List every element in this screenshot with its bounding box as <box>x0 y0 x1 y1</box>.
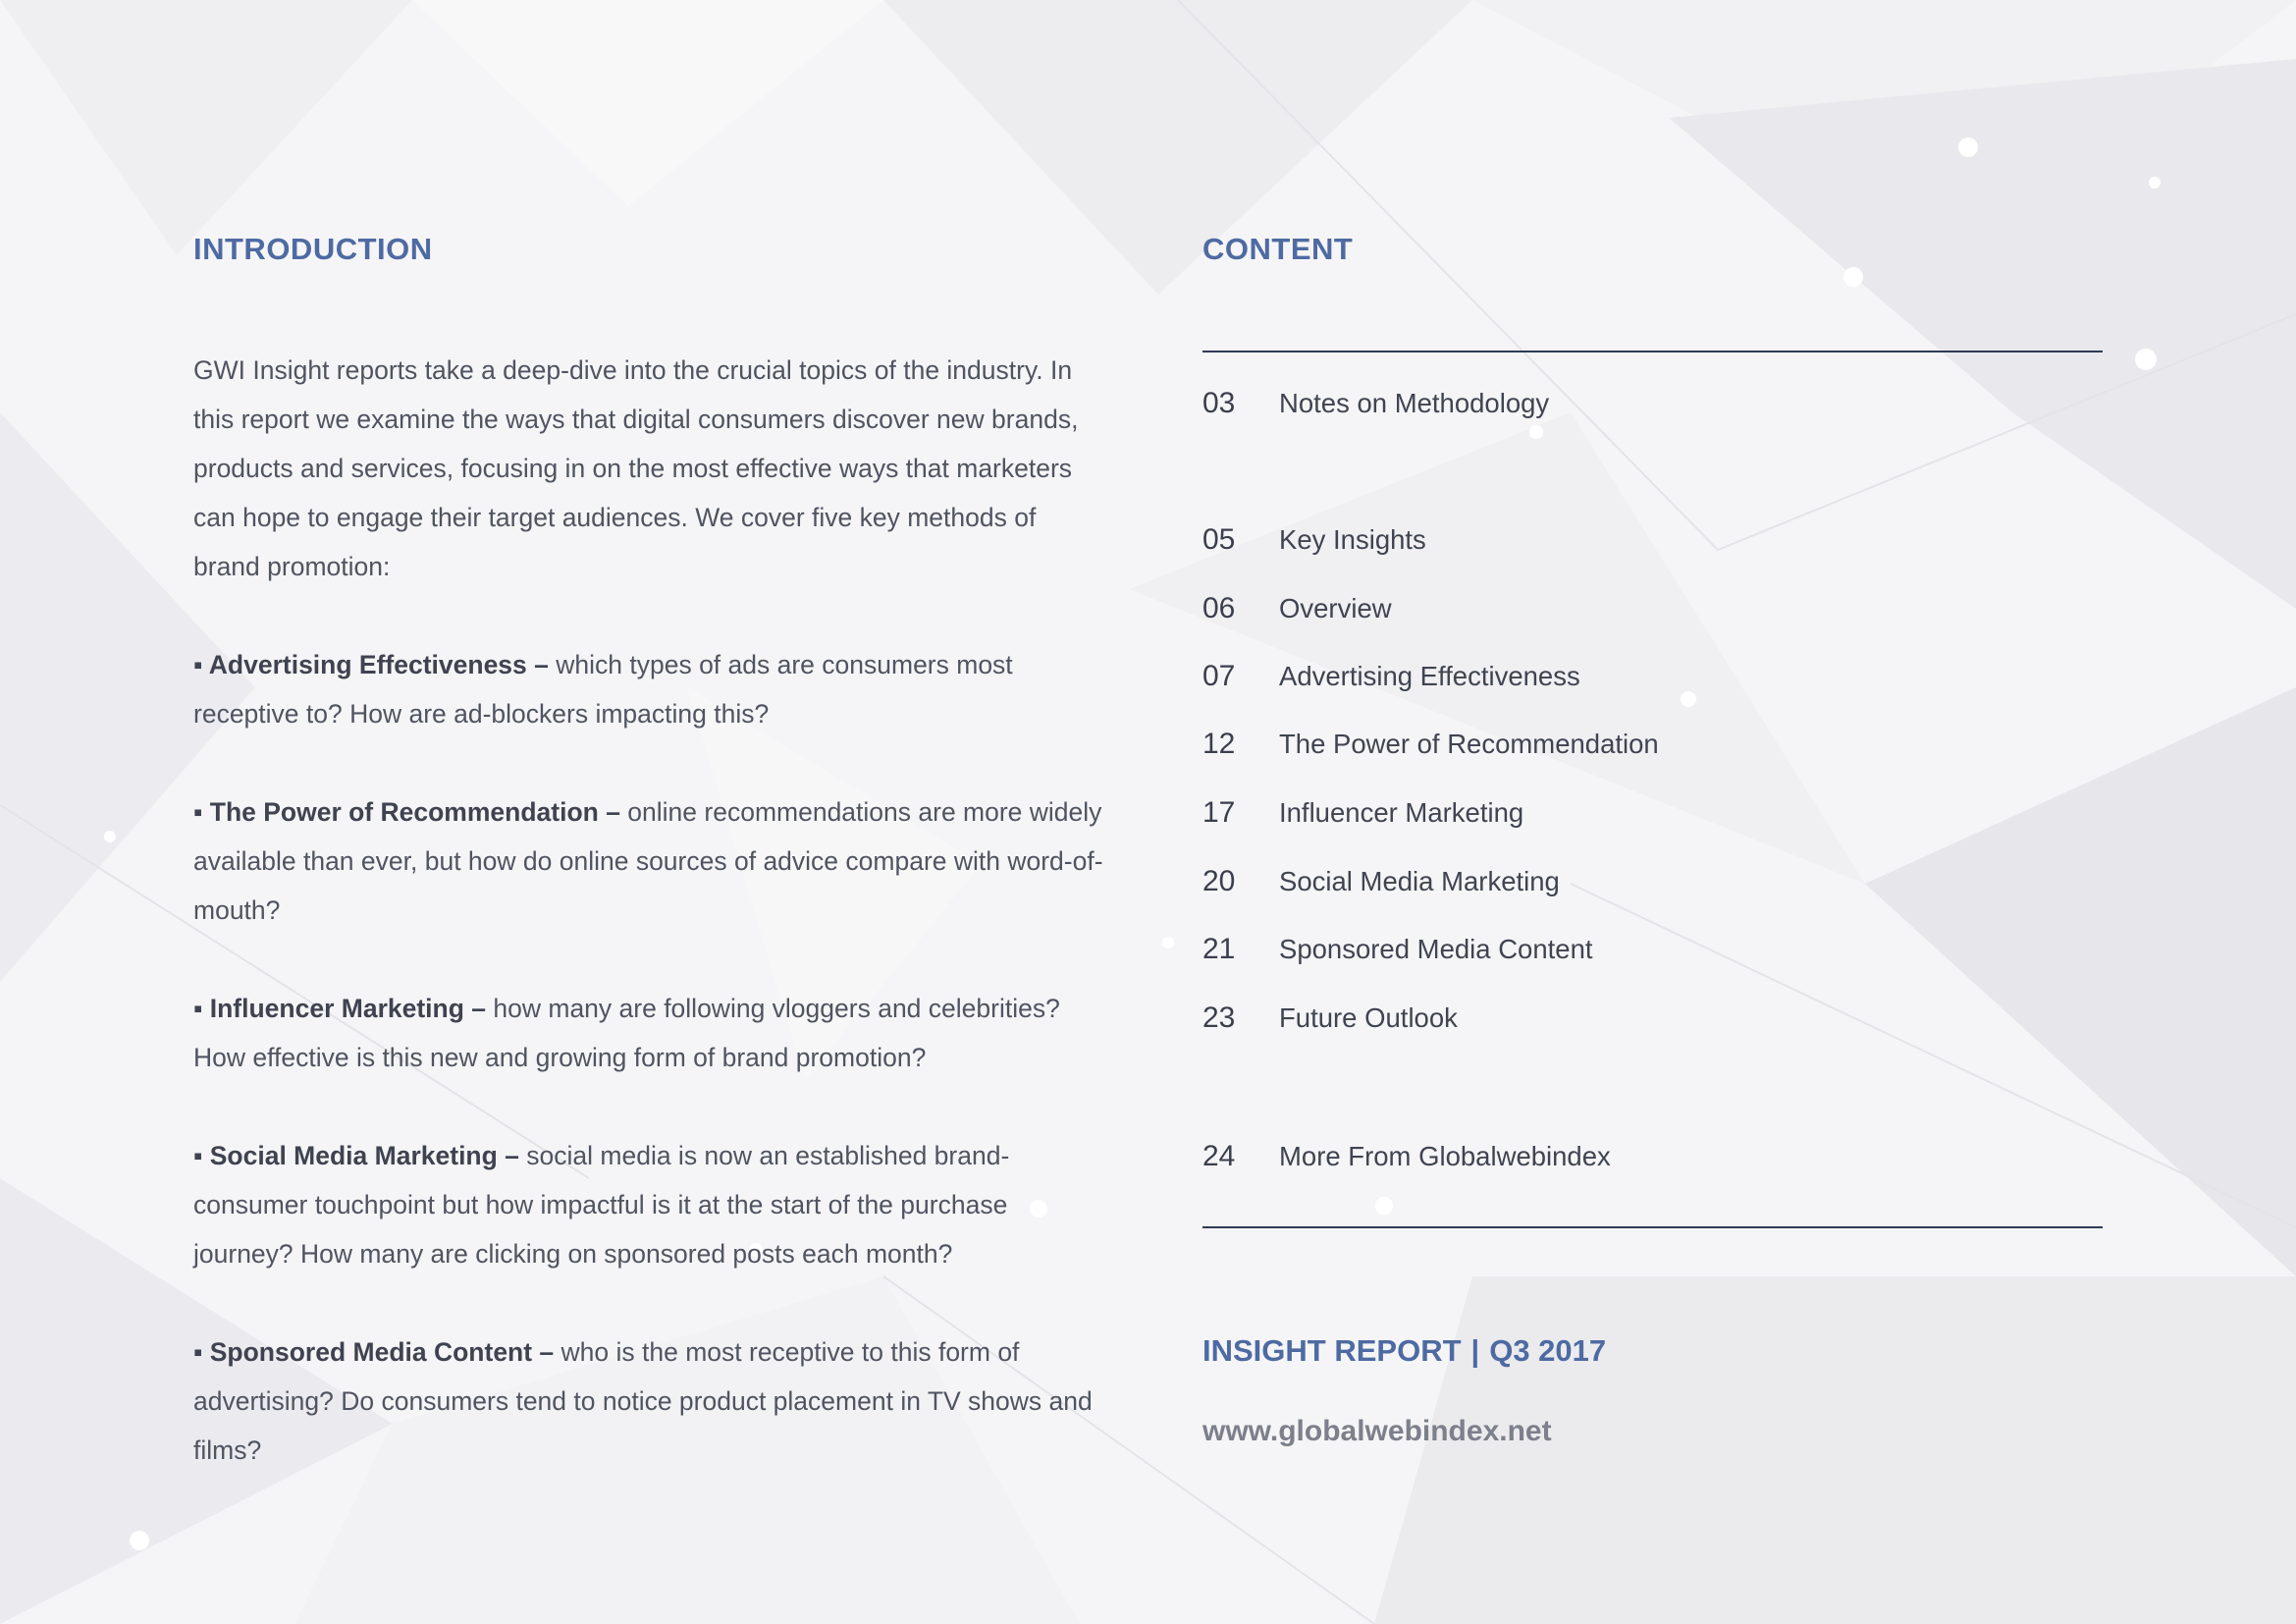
bullet-text: online recommendations are more widely available than ever, but how do online sources of advice compare with word-of-mouth? <box>193 797 1103 925</box>
website-link[interactable]: www.globalwebindex.net <box>1202 1415 1552 1447</box>
bullet-text: how many are following vloggers and celebrities? How effective is this new and growing form of brand promotion? <box>193 994 1060 1072</box>
toc-label: Notes on Methodology <box>1279 388 1550 418</box>
toc-top-divider <box>1202 351 2103 352</box>
toc-page-number: 03 <box>1202 387 1236 419</box>
toc-label: Future Outlook <box>1279 1002 1458 1033</box>
toc-page-number: 07 <box>1202 660 1236 692</box>
toc-label: Social Media Marketing <box>1279 866 1560 896</box>
toc-bottom-divider <box>1202 1226 2103 1228</box>
toc-label: Key Insights <box>1279 524 1426 555</box>
bullet-influencer-marketing <box>193 984 1106 1082</box>
bullet-sponsored-media-content <box>193 1327 1106 1475</box>
toc-item-advertising-effectiveness[interactable] <box>1202 660 1580 703</box>
toc-item-key-insights[interactable] <box>1202 523 1426 567</box>
toc-page-number: 17 <box>1202 796 1236 829</box>
introduction-body <box>193 346 1106 1524</box>
bullet-social-media-marketing <box>193 1131 1106 1278</box>
bullet-title: ▪ Influencer Marketing – <box>193 994 487 1023</box>
bullet-title: ▪ Social Media Marketing – <box>193 1141 519 1170</box>
toc-item-influencer-marketing[interactable] <box>1202 796 1523 839</box>
toc-item-more-from-globalwebindex[interactable] <box>1202 1140 1611 1183</box>
content-heading: CONTENT <box>1202 232 1354 266</box>
toc-label: Overview <box>1279 593 1392 623</box>
toc-label: The Power of Recommendation <box>1279 729 1659 759</box>
toc-page-number: 06 <box>1202 592 1236 624</box>
report-label: INSIGHT REPORT <box>1202 1333 1462 1368</box>
bullet-title: ▪ Advertising Effectiveness – <box>193 650 549 679</box>
bullet-power-of-recommendation <box>193 787 1106 935</box>
report-info <box>1202 1333 1606 1369</box>
toc-item-future-outlook[interactable] <box>1202 1001 1458 1045</box>
toc-item-social-media-marketing[interactable] <box>1202 865 1560 908</box>
toc-page-number: 21 <box>1202 933 1236 965</box>
toc-item-sponsored-media-content[interactable] <box>1202 933 1593 976</box>
toc-item-overview[interactable] <box>1202 592 1392 635</box>
report-separator: | <box>1470 1333 1480 1368</box>
bullet-title: ▪ The Power of Recommendation – <box>193 797 620 827</box>
introduction-lead: GWI Insight reports take a deep-dive into the crucial topics of the industry. In this report we examine the ways that digital consumers discover new brands, products and services, focusing in on the most effective ways that marketers can hope to engage their target audiences. We cover five key methods of brand promotion: <box>193 355 1079 581</box>
toc-label: Sponsored Media Content <box>1279 934 1593 964</box>
toc-item-power-of-recommendation[interactable] <box>1202 728 1659 771</box>
introduction-heading: INTRODUCTION <box>193 232 433 266</box>
bullet-text: which types of ads are consumers most receptive to? How are ad-blockers impacting this? <box>193 650 1013 729</box>
toc-label: Influencer Marketing <box>1279 797 1524 828</box>
toc-page-number: 20 <box>1202 865 1236 897</box>
toc-page-number: 05 <box>1202 523 1236 556</box>
toc-label: Advertising Effectiveness <box>1279 661 1580 691</box>
bullet-advertising-effectiveness <box>193 640 1106 738</box>
toc-page-number: 12 <box>1202 728 1236 760</box>
toc-item-notes-on-methodology[interactable] <box>1202 387 1549 430</box>
toc-page-number: 24 <box>1202 1140 1236 1172</box>
bullet-title: ▪ Sponsored Media Content – <box>193 1337 555 1367</box>
toc-label: More From Globalwebindex <box>1279 1141 1611 1171</box>
toc-page-number: 23 <box>1202 1001 1236 1034</box>
bullet-text: social media is now an established brand-consumer touchpoint but how impactful is it at the start of the purchase journey? How many are clicking on sponsored posts each month? <box>193 1141 1010 1269</box>
report-period: Q3 2017 <box>1489 1333 1607 1368</box>
bullet-text: who is the most receptive to this form of advertising? Do consumers tend to notice product placement in TV shows and films? <box>193 1337 1093 1465</box>
